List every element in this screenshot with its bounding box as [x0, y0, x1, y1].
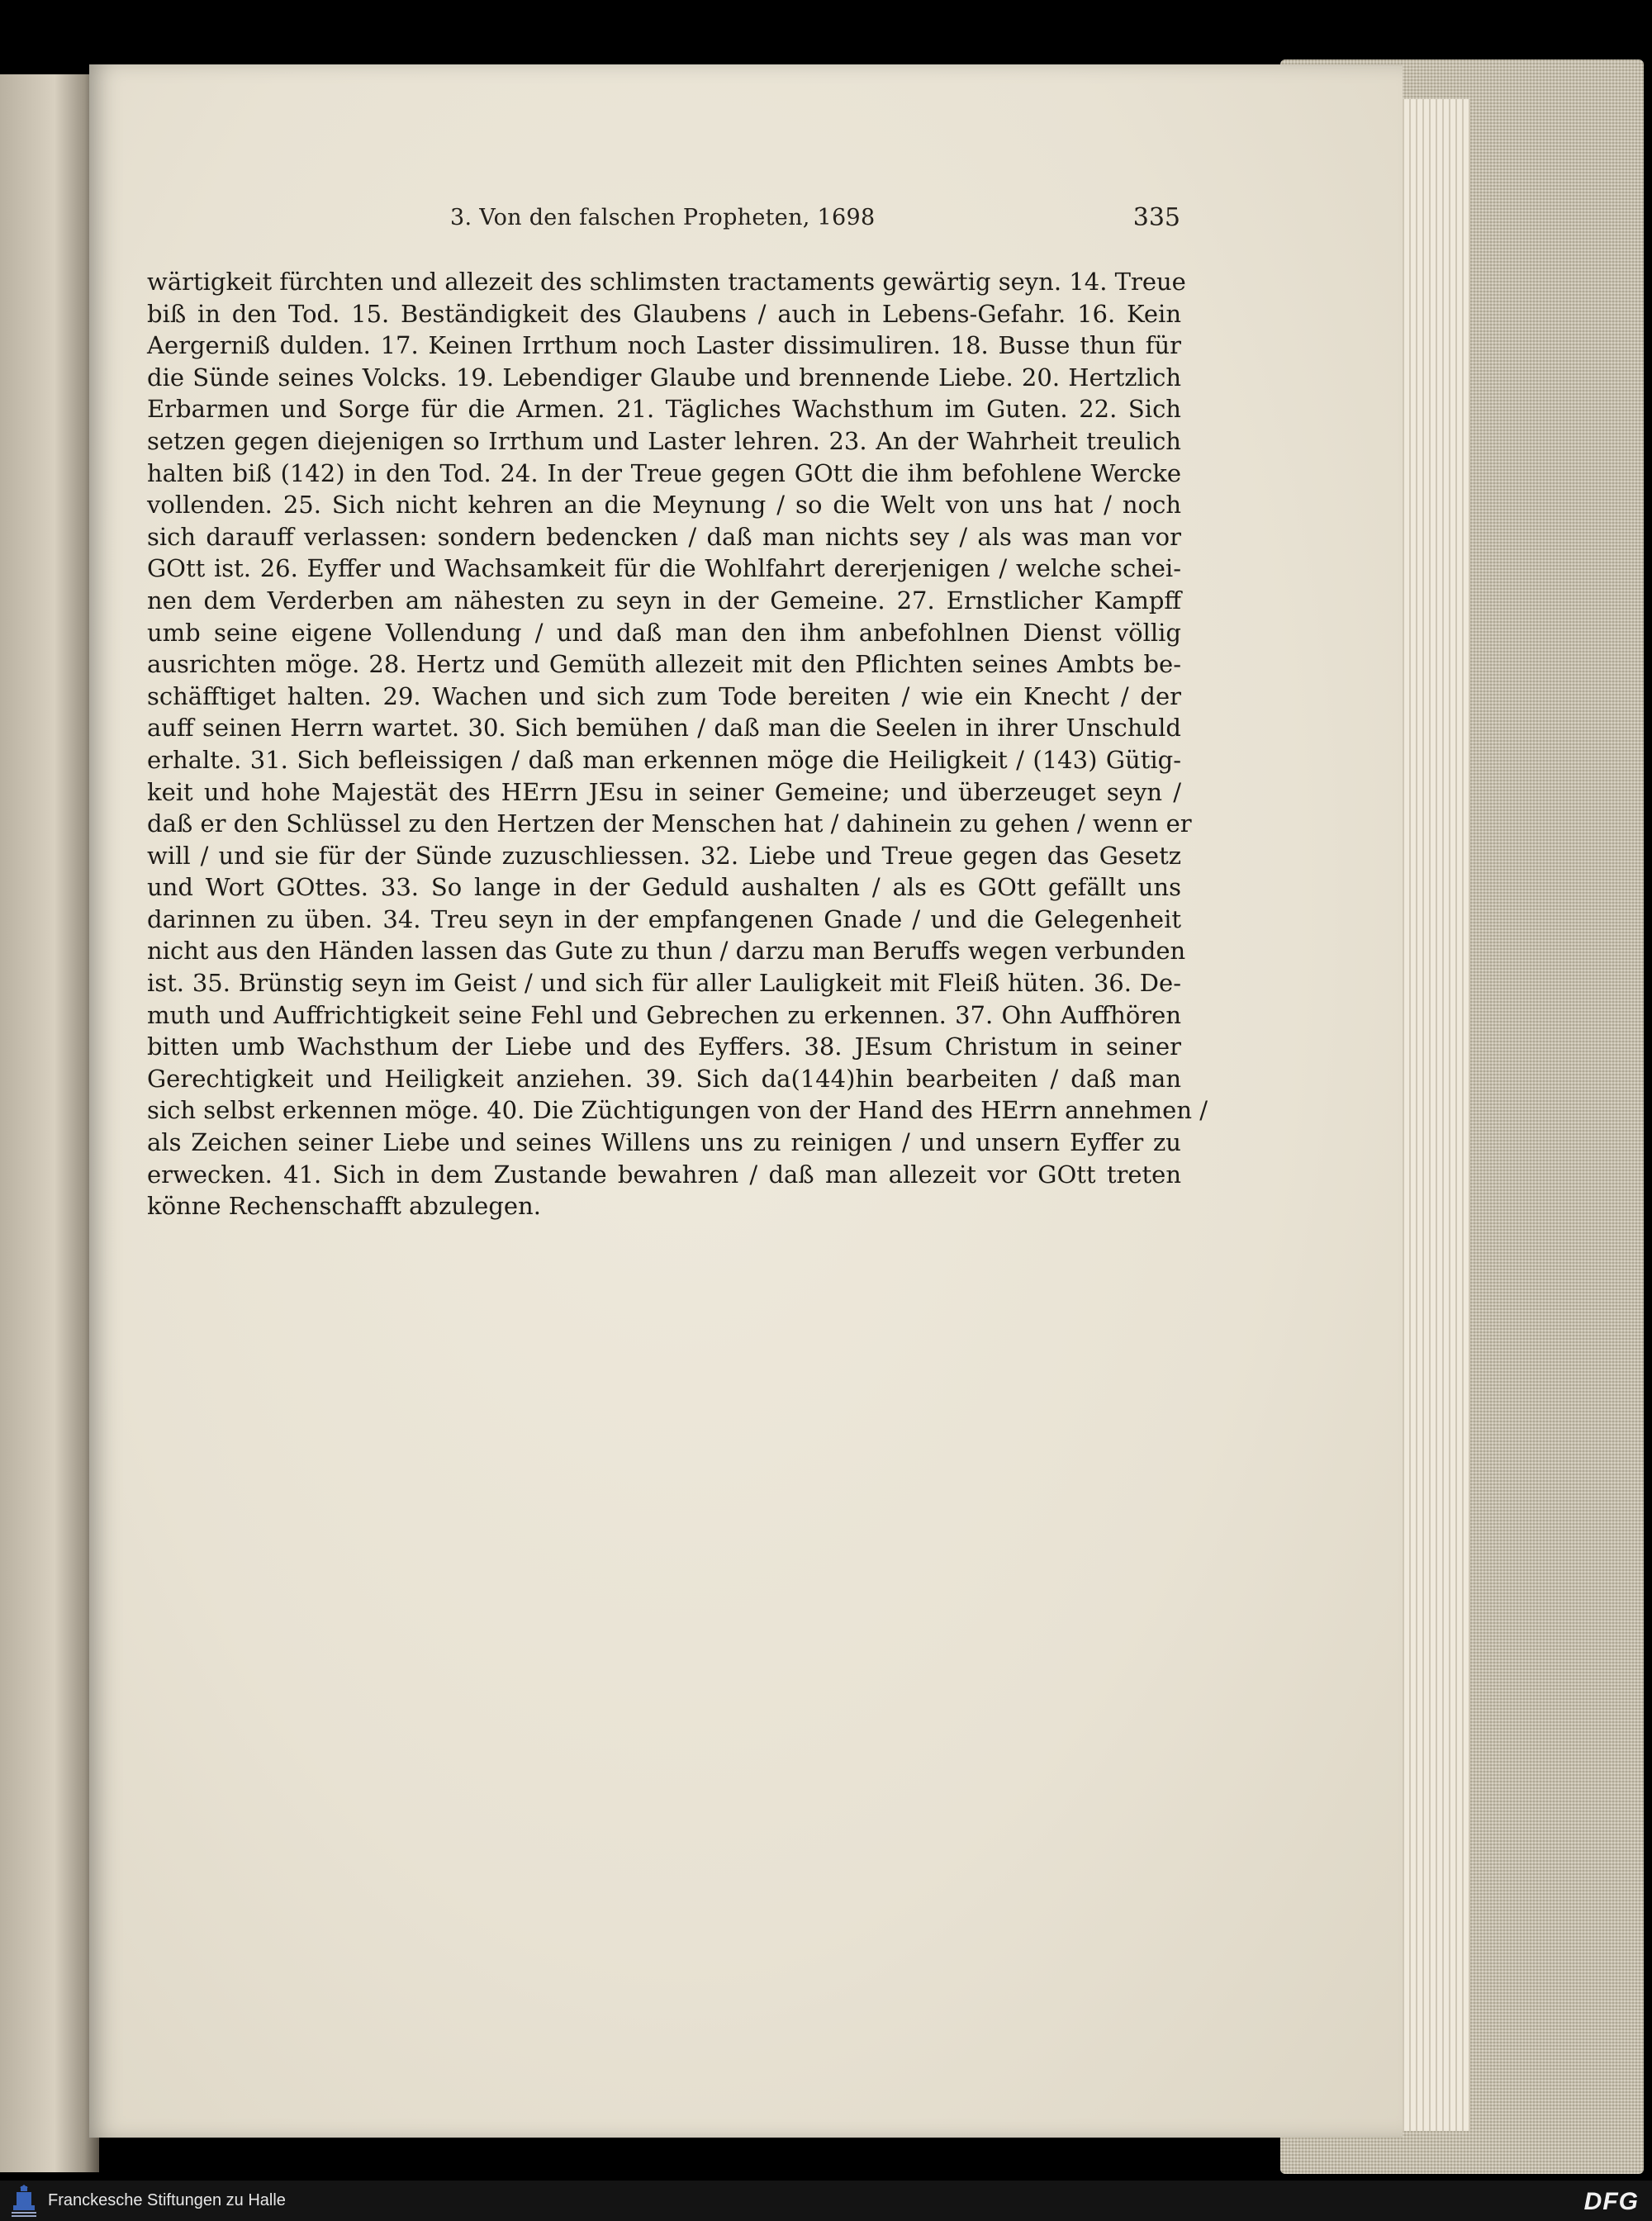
text-line: erhalte. 31. Sich befleissigen / daß man erkennen möge die Heiligkeit / (143) Gütig- — [147, 745, 1181, 774]
text-line: ausrichten möge. 28. Hertz und Gemüth allezeit mit den Pflichten seines Ambts be- — [147, 650, 1181, 679]
text-line: umb seine eigene Vollendung / und daß man den ihm anbefohlnen Dienst völlig — [147, 618, 1181, 647]
body-text — [147, 266, 1208, 1222]
text-line: schäfftiget halten. 29. Wachen und sich zum Tode bereiten / wie ein Knecht / der — [147, 681, 1181, 710]
institution-name: Franckesche Stiftungen zu Halle — [48, 2191, 286, 2209]
text-line: die Sünde seines Volcks. 19. Lebendiger Glaube und brennende Liebe. 20. Hertzlich — [147, 363, 1181, 392]
text-line: könne Rechenschafft abzulegen. — [147, 1192, 541, 1221]
text-line: Erbarmen und Sorge für die Armen. 21. Tägliches Wachsthum im Guten. 22. Sich — [147, 395, 1181, 424]
text-line: bitten umb Wachsthum der Liebe und des Eyffers. 38. JEsum Christum in seiner — [147, 1032, 1181, 1061]
text-line: darinnen zu üben. 34. Treu seyn in der empfangenen Gnade / und die Gelegenheit — [147, 904, 1181, 933]
text-line: wärtigkeit fürchten und allezeit des schlimsten tractaments gewärtig seyn. 14. Treue — [147, 268, 1186, 296]
text-line: GOtt ist. 26. Eyffer und Wachsamkeit für die Wohlfahrt dererjenigen / welche schei- — [147, 554, 1181, 583]
text-line: setzen gegen diejenigen so Irrthum und Laster lehren. 23. An der Wahrheit treulich — [147, 426, 1181, 455]
text-line: vollenden. 25. Sich nicht kehren an die Meynung / so die Welt von uns hat / noch — [147, 491, 1181, 520]
page-number: 335 — [1132, 203, 1180, 232]
text-line: keit und hohe Majestät des HErrn JEsu in seiner Gemeine; und überzeuget seyn / — [147, 777, 1181, 806]
text-line: biß in den Tod. 15. Beständigkeit des Glaubens / auch in Lebens-Gefahr. 16. Kein — [147, 299, 1181, 328]
text-line: nen dem Verderben am nähesten zu seyn in der Gemeine. 27. Ernstlicher Kampff — [147, 586, 1181, 615]
institution-logo-icon — [10, 2185, 38, 2218]
text-line: sich darauff verlassen: sondern bedencken / daß man nichts sey / als was man vor — [147, 522, 1181, 551]
text-line: sich selbst erkennen möge. 40. Die Züchtigungen von der Hand des HErrn annehmen / — [147, 1096, 1208, 1125]
text-line: will / und sie für der Sünde zuzuschliessen. 32. Liebe und Treue gegen das Gesetz — [147, 841, 1181, 870]
text-line: ist. 35. Brünstig seyn im Geist / und sich für aller Lauligkeit mit Fleiß hüten. 36. De- — [147, 969, 1181, 998]
facing-page-edge — [0, 74, 99, 2172]
text-line: halten biß (142) in den Tod. 24. In der Treue gegen GOtt die ihm befohlene Wercke — [147, 458, 1181, 487]
text-line: Aergerniß dulden. 17. Keinen Irrthum noch Laster dissimuliren. 18. Busse thun für — [147, 331, 1181, 360]
text-line: als Zeichen seiner Liebe und seines Willens uns zu reinigen / und unsern Eyffer zu — [147, 1128, 1181, 1157]
dfg-logo: DFG — [1583, 2188, 1639, 2215]
text-line: erwecken. 41. Sich in dem Zustande bewahren / daß man allezeit vor GOtt treten — [147, 1160, 1181, 1189]
text-line: und Wort GOttes. 33. So lange in der Geduld aushalten / als es GOtt gefällt uns — [147, 873, 1181, 902]
text-line: auff seinen Herrn wartet. 30. Sich bemühen / daß man die Seelen in ihrer Unschuld — [147, 714, 1181, 743]
running-head: 3. Von den falschen Propheten, 1698 — [450, 205, 876, 230]
text-line: nicht aus den Händen lassen das Gute zu thun / darzu man Beruffs wegen verbunden — [147, 937, 1186, 966]
text-line: daß er den Schlüssel zu den Hertzen der Menschen hat / dahinein zu gehen / wenn er — [147, 809, 1192, 838]
text-line: muth und Auffrichtigkeit seine Fehl und Gebrechen zu erkennen. 37. Ohn Auffhören — [147, 1000, 1181, 1029]
text-line: Gerechtigkeit und Heiligkeit anziehen. 39. Sich da(144)hin bearbeiten / daß man — [147, 1064, 1181, 1093]
